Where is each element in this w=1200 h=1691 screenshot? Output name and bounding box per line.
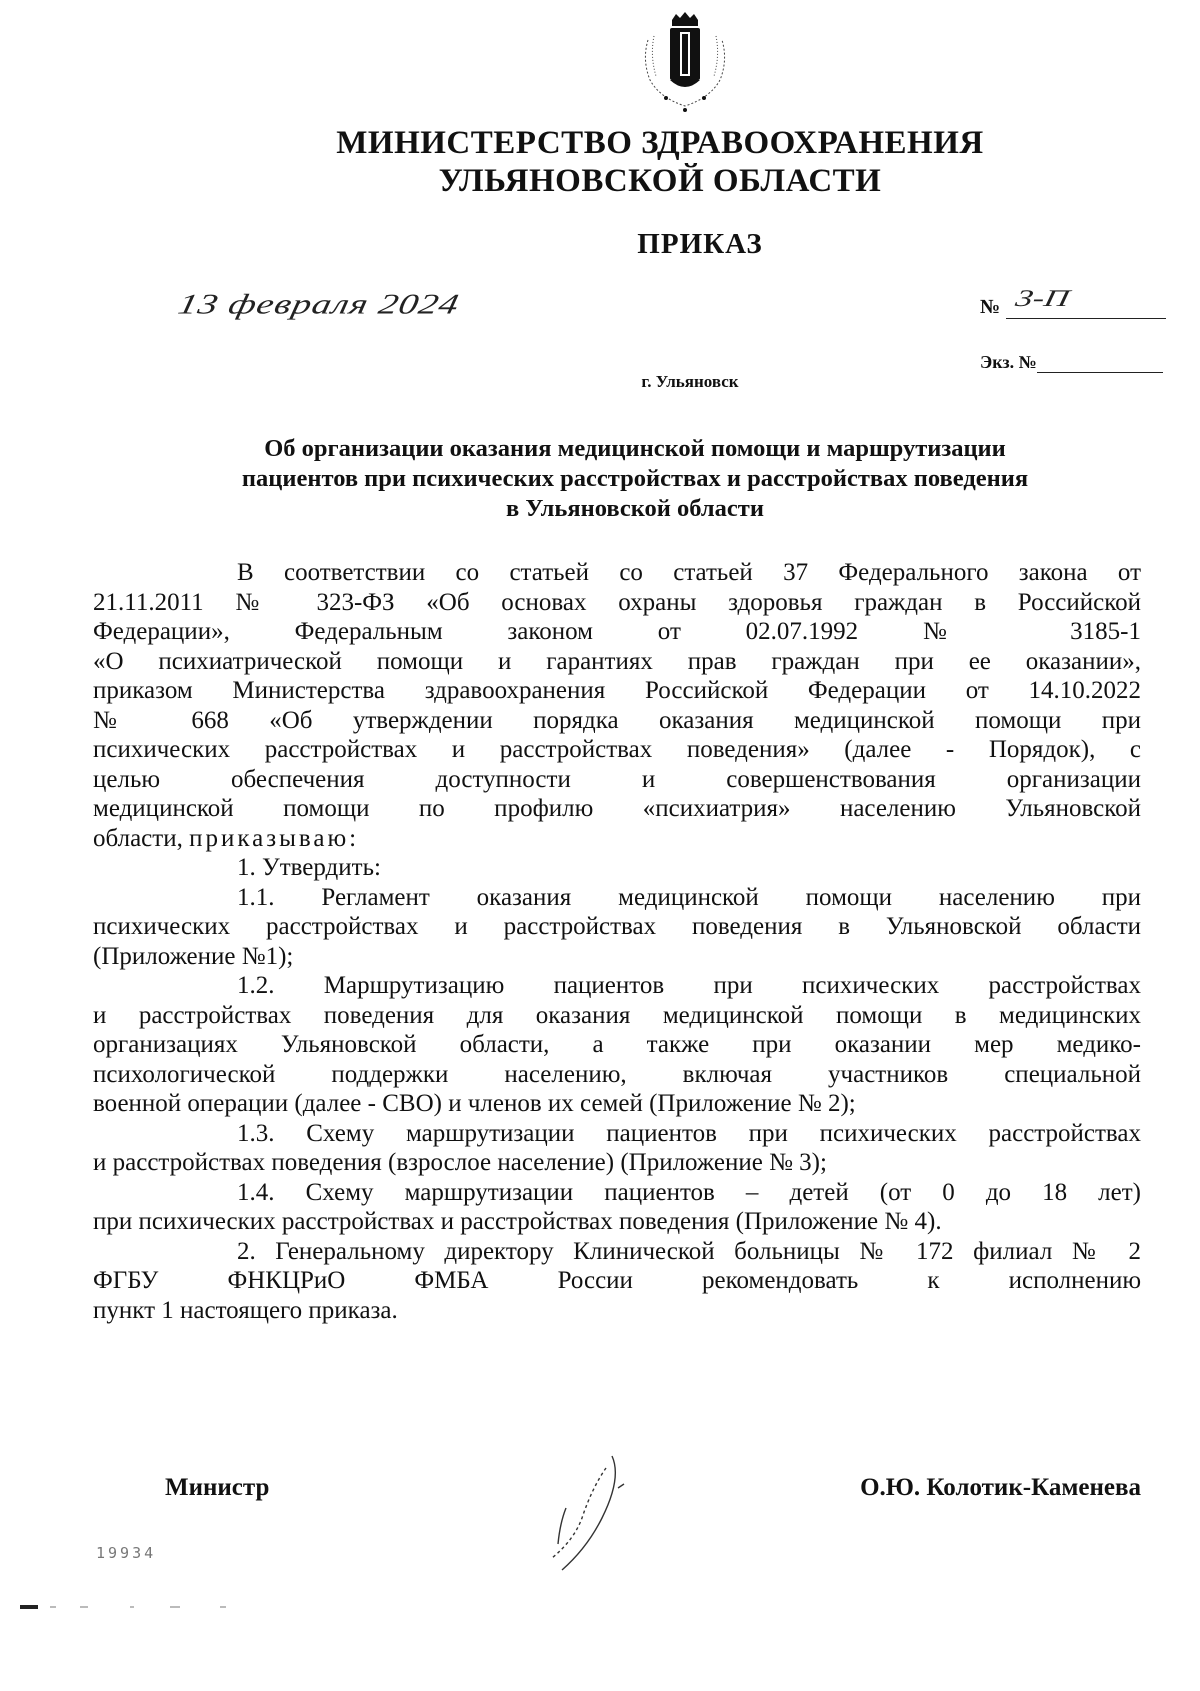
scan-artifact <box>20 1604 280 1610</box>
handwritten-number: 3-П <box>1013 285 1072 312</box>
copy-label: Экз. № <box>980 352 1037 372</box>
copy-number <box>980 352 1163 373</box>
signatory-position: Министр <box>165 1474 270 1501</box>
order-number <box>980 285 1166 319</box>
text-line: 1.1. Регламент оказания медицинской помощи населению при <box>237 883 1141 911</box>
handwritten-signature <box>522 1448 642 1578</box>
text-line: и расстройствах поведения для оказания медицинской помощи в медицинских <box>93 1001 1141 1029</box>
item-2 <box>93 1237 1141 1326</box>
item-1-4 <box>93 1178 1141 1237</box>
city: г. Ульяновск <box>641 372 739 391</box>
copy-underline <box>1037 356 1163 373</box>
text-line: № 668 «Об утверждении порядка оказания медицинской помощи при <box>93 706 1141 734</box>
text-line: 1.2. Маршрутизацию пациентов при психических расстройствах <box>237 972 1141 999</box>
signatory-name: О.Ю. Колотик-Каменева <box>860 1474 1141 1501</box>
text-line: психических расстройствах и расстройствах поведения» (далее - Порядок), с <box>93 736 1141 763</box>
number-underline <box>1006 285 1166 319</box>
text-line <box>93 824 1141 854</box>
prikazyvayu-word: приказываю: <box>189 824 360 852</box>
text-line: пункт 1 настоящего приказа. <box>93 1296 398 1324</box>
coat-of-arms-icon <box>636 10 734 114</box>
item-1-2 <box>93 971 1141 1119</box>
text-line: 1.3. Схему маршрутизации пациентов при психических расстройствах <box>237 1119 1141 1147</box>
text-line: 1.4. Схему маршрутизации пациентов – детей (от 0 до 18 лет) <box>237 1178 1141 1206</box>
text-line: ФГБУ ФНКЦРиО ФМБА России рекомендовать к исполнению <box>93 1267 1141 1294</box>
text-line: организациях Ульяновской области, а также при оказании мер медико- <box>93 1031 1141 1058</box>
item-1: 1. Утвердить: <box>237 854 381 881</box>
text-line: 2. Генеральному директору Клинической больницы № 172 филиал № 2 <box>237 1237 1141 1265</box>
text-line: военной операции (далее - СВО) и членов их семей (Приложение № 2); <box>93 1090 856 1117</box>
text-line: 21.11.2011 № 323-ФЗ «Об основах охраны здоровья граждан в Российской <box>93 588 1141 616</box>
document-title <box>100 434 1170 524</box>
text-line: (Приложение №1); <box>93 942 294 970</box>
title-line: пациентов при психических расстройствах и расстройствах поведения <box>241 465 1029 492</box>
number-label: № <box>980 296 1001 318</box>
preamble-end: области, <box>93 824 190 852</box>
text-line: приказом Министерства здравоохранения Российской Федерации от 14.10.2022 <box>93 677 1141 704</box>
preamble-paragraph <box>93 558 1141 853</box>
handwritten-date: 13 февраля 2024 <box>175 288 463 321</box>
registration-stamp: 19934 <box>96 1544 157 1562</box>
text-line: медицинской помощи по профилю «психиатрия» населению Ульяновской <box>93 795 1141 822</box>
text-line: психических расстройствах и расстройствах поведения в Ульяновской области <box>93 913 1141 940</box>
text-line: Федерации», Федеральным законом от 02.07.1992 № 3185-1 <box>93 618 1141 645</box>
document-type: ПРИКАЗ <box>637 228 763 260</box>
item-1-3 <box>93 1119 1141 1178</box>
text-line: психологической поддержки населению, включая участников специальной <box>93 1060 1141 1088</box>
text-line: целью обеспечения доступности и совершенствования организации <box>93 765 1141 793</box>
text-line: В соответствии со статьей со статьей 37 Федерального закона от <box>237 559 1141 586</box>
title-line: Об организации оказания медицинской помощи и маршрутизации <box>264 435 1006 462</box>
document-body <box>93 558 1141 1325</box>
text-line: и расстройствах поведения (взрослое население) (Приложение № 3); <box>93 1149 827 1176</box>
title-line: в Ульяновской области <box>506 495 764 522</box>
item-1-1 <box>93 883 1141 972</box>
text-line: при психических расстройствах и расстройствах поведения (Приложение № 4). <box>93 1208 942 1235</box>
ministry-name-line2: УЛЬЯНОВСКОЙ ОБЛАСТИ <box>438 163 882 199</box>
ministry-name-line1: МИНИСТЕРСТВО ЗДРАВООХРАНЕНИЯ <box>336 125 984 161</box>
text-line: «О психиатрической помощи и гарантиях прав граждан при ее оказании», <box>93 647 1141 675</box>
